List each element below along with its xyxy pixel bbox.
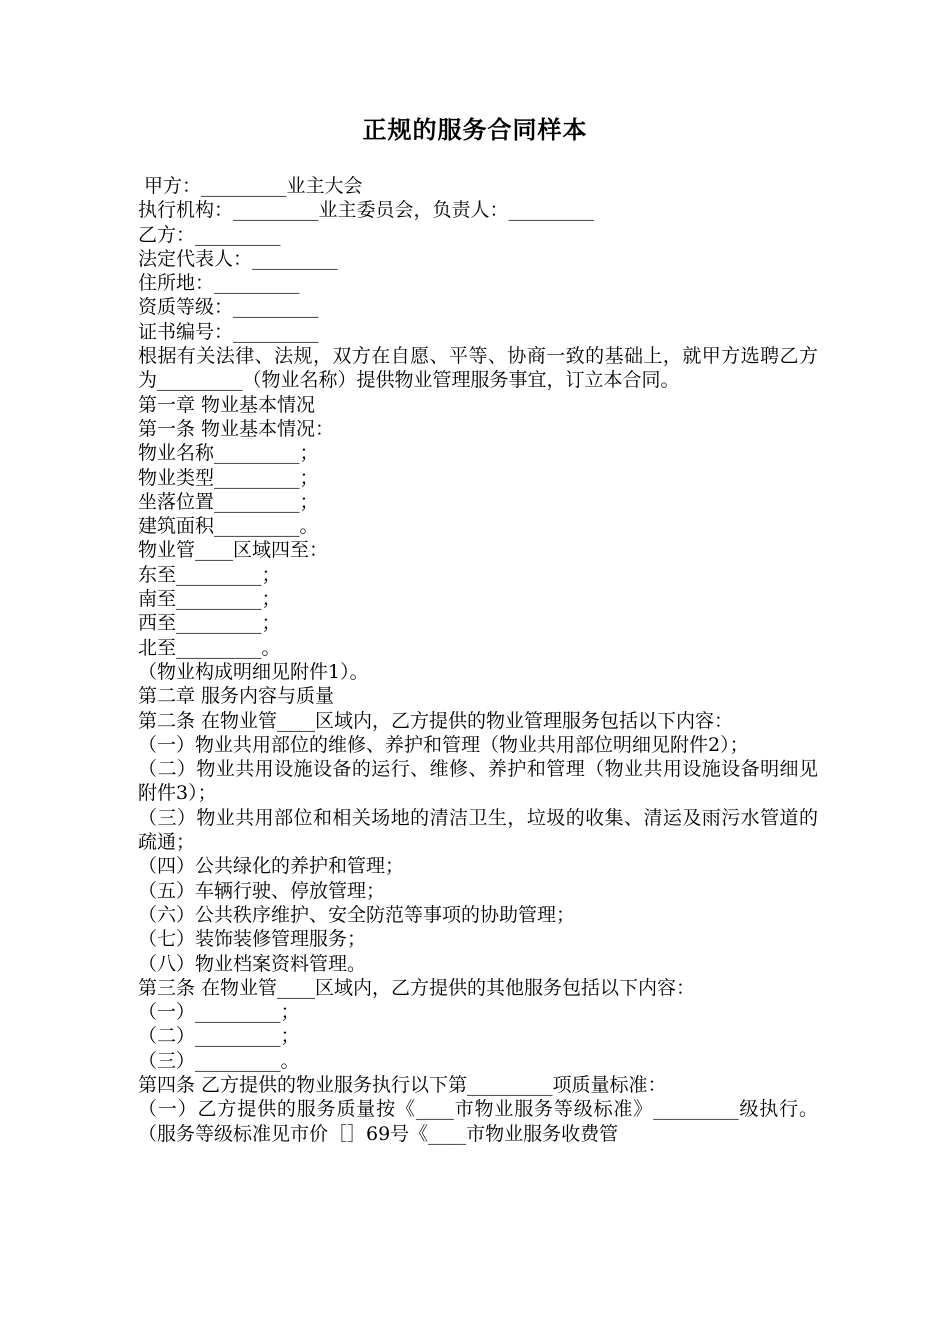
property-item: 物业管____区域四至：	[138, 539, 329, 562]
qualification-level-line: 资质等级：_________	[138, 296, 319, 319]
article-2-item: （三）物业共用部位和相关场地的清洁卫生，垃圾的收集、清运及雨污水管道的疏通；	[138, 806, 818, 854]
party-b-line: 乙方：_________	[138, 223, 281, 246]
property-item: 北至_________。	[138, 636, 281, 659]
property-item: 物业名称_________；	[138, 442, 319, 465]
article-2-item: （四）公共绿化的养护和管理；	[138, 855, 405, 878]
article-2-item: （二）物业共用设施设备的运行、维修、养护和管理（物业共用设施设备明细见附件3）；	[138, 758, 818, 805]
article-3-item: （三）_________。	[138, 1049, 300, 1072]
article-2-item: （八）物业档案资料管理。	[138, 952, 367, 975]
address-line: 住所地：_________	[138, 272, 300, 295]
property-item: 西至_________；	[138, 612, 281, 635]
article-1-heading: 第一条 物业基本情况：	[138, 417, 335, 440]
article-2-item: （六）公共秩序维护、安全防范等事项的协助管理；	[138, 903, 576, 926]
party-a-line: 甲方：_________业主大会	[138, 175, 363, 197]
article-2-paragraph: 第二条 在物业管____区域内，乙方提供的物业管理服务包括以下内容：	[138, 709, 734, 732]
property-item: 坐落位置_________；	[138, 490, 319, 513]
property-item: 南至_________；	[138, 588, 281, 611]
contract-body	[138, 174, 818, 1146]
article-3-item: （二）_________；	[138, 1025, 300, 1048]
property-item: 物业类型_________；	[138, 466, 319, 489]
property-item: 建筑面积_________。	[138, 515, 319, 538]
article-4-item: （一）乙方提供的服务质量按《____市物业服务等级标准》_________级执行。（服务等级标准见市价［］69号《____市物业服务收费管	[138, 1098, 818, 1145]
property-item: 东至_________；	[138, 563, 281, 586]
article-2-item: （五）车辆行驶、停放管理；	[138, 879, 386, 902]
document-title: 正规的服务合同样本	[362, 116, 588, 144]
legal-representative-line: 法定代表人：_________	[138, 247, 338, 270]
article-3-heading: 第三条 在物业管____区域内，乙方提供的其他服务包括以下内容：	[138, 976, 696, 999]
executing-agency-line: 执行机构：_________业主委员会，负责人：_________	[138, 199, 595, 222]
certificate-number-line: 证书编号：_________	[138, 320, 319, 343]
article-4-heading: 第四条 乙方提供的物业服务执行以下第_________项质量标准：	[138, 1073, 667, 1096]
chapter-2-heading: 第二章 服务内容与质量	[138, 685, 335, 708]
intro-paragraph: 根据有关法律、法规，双方在自愿、平等、协商一致的基础上，就甲方选聘乙方为_________（物业名称）提供物业管理服务事宜，订立本合同。	[138, 345, 818, 392]
article-2-item: （一）物业共用部位的维修、养护和管理（物业共用部位明细见附件2）；	[138, 733, 749, 756]
article-3-item: （一）_________；	[138, 1001, 300, 1024]
property-item: （物业构成明细见附件1）。	[138, 660, 369, 683]
chapter-1-heading: 第一章 物业基本情况	[138, 393, 316, 416]
article-2-item: （七）装饰装修管理服务；	[138, 928, 367, 951]
